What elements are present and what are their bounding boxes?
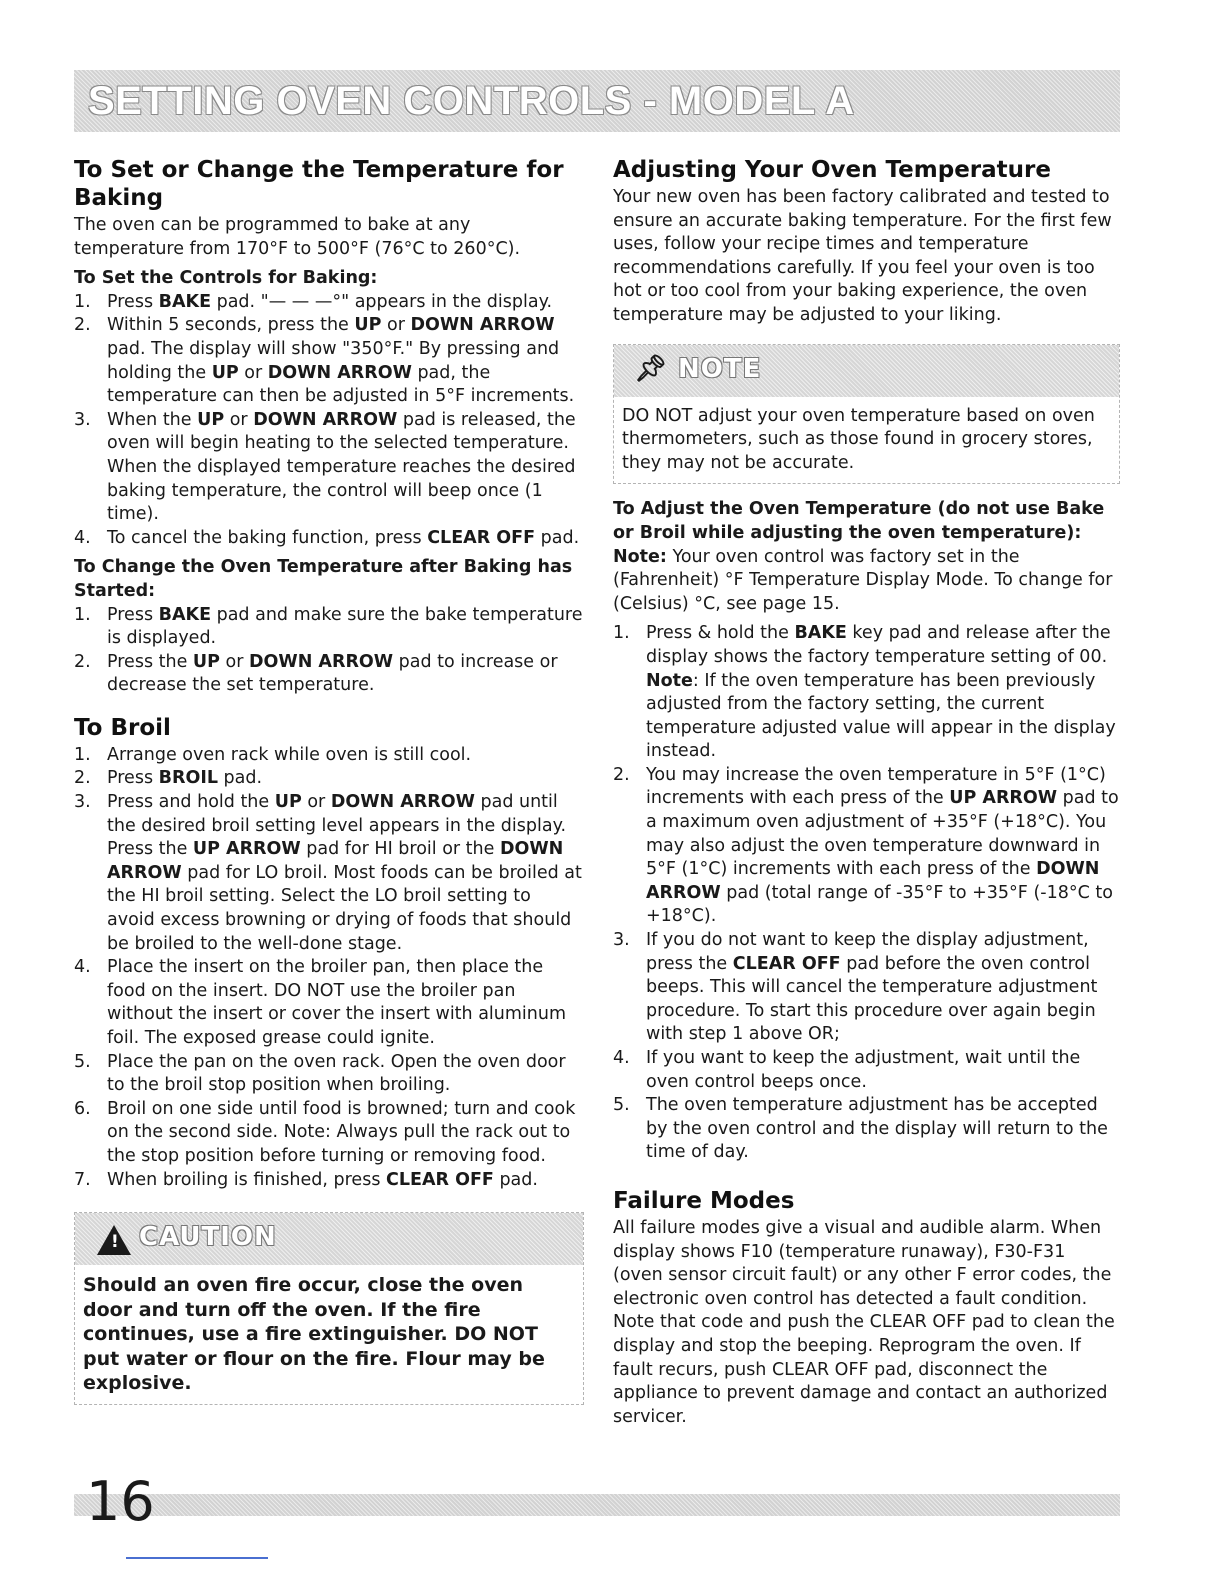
step-number: 2. [74, 315, 91, 336]
step-text: pad. "— — —°" appears in the display. [211, 291, 553, 312]
key-pad-name: DOWN ARROW [410, 315, 555, 336]
procedure-steps [613, 622, 1120, 1165]
key-pad-name: UP [354, 315, 382, 336]
step-text: Press the [107, 651, 193, 672]
change-temp-heading: To Change the Oven Temperature after Baking has Started: [74, 557, 573, 601]
step-text: pad until the desired broil setting level appears in the display. Press the [107, 792, 567, 860]
key-pad-name: DOWN ARROW [253, 409, 398, 430]
key-pad-name: UP ARROW [192, 839, 301, 860]
step-text: or [381, 315, 411, 336]
step-text: Press [107, 291, 159, 312]
step-text: key pad and release after the display shows the factory temperature setting of 00. [646, 623, 1111, 667]
step-text: Arrange oven rack while oven is still cool. [107, 744, 472, 765]
adjust-heading: Adjusting Your Oven Temperature [613, 157, 1051, 183]
list-item [74, 744, 584, 768]
step-text: or [238, 362, 268, 383]
step-text: Broil on one side until food is browned; turn and cook on the second side. Note: Always pull the rack out to the stop position before turning or removing food. [107, 1098, 576, 1166]
key-pad-name: DOWN ARROW [646, 859, 1100, 903]
step-number: 2. [74, 651, 91, 672]
procedure-heading: To Adjust the Oven Temperature (do not use Bake or Broil while adjusting the oven temperature): [613, 499, 1105, 543]
step-text: When the [107, 409, 198, 430]
key-pad-name: UP [197, 409, 225, 430]
list-item [74, 767, 584, 791]
broil-steps [74, 744, 584, 1192]
list-item [74, 651, 584, 698]
step-text: Press [107, 604, 159, 625]
key-pad-name: BROIL [158, 768, 218, 789]
change-temp-steps [74, 604, 584, 698]
step-text: pad for HI broil or the [300, 839, 500, 860]
failure-text: All failure modes give a visual and audible alarm. When display shows F10 (temperature runaway), F30-F31 (oven sensor circuit fault) or any other F error codes, the electronic oven control has detected a fault condition. Note that code and push the CLEAR OFF pad to clean the display and stop the beeping. Reprogram the oven. If fault recurs, push CLEAR OFF pad, disconnect the appliance to prevent damage and contact an authorized servicer. [613, 1217, 1115, 1427]
step-number: 5. [74, 1051, 91, 1072]
warning-icon: ! [97, 1225, 131, 1255]
list-item [74, 956, 584, 1050]
step-text: Press & hold the [646, 623, 795, 644]
note-header [614, 345, 1119, 397]
step-text: Press and hold the [107, 792, 275, 813]
failure-heading: Failure Modes [613, 1187, 795, 1214]
step-number: 5. [613, 1095, 630, 1116]
step-text: Place the pan on the oven rack. Open the oven door to the broil stop position when broiling. [107, 1051, 566, 1096]
bake-heading: To Set or Change the Temperature for Baking [74, 157, 564, 211]
step-text: pad. The display will show "350°F." By pressing and holding the [107, 338, 560, 383]
step-text: : If the oven temperature has been previously adjusted from the factory setting, the current temperature adjusted value will appear in the display instead. [646, 670, 1116, 762]
broil-heading: To Broil [74, 714, 171, 741]
key-pad-name: CLEAR OFF [386, 1169, 494, 1190]
key-pad-name: UP ARROW [949, 788, 1058, 809]
adjust-intro: Your new oven has been factory calibrated and tested to ensure an accurate baking temperature. For the first few uses, follow your recipe times and temperature recommendations carefully. If you feel your oven is too hot or too cool from your baking experience, the oven temperature may be adjusted to your liking. [613, 187, 1112, 325]
key-pad-name: UP [211, 362, 239, 383]
step-text: pad to a maximum oven adjustment of +35°F (+18°C). You may also adjust the oven temperature downward in 5°F (1°C) increments with each press of the [646, 788, 1119, 880]
step-text: Place the insert on the broiler pan, then place the food on the insert. DO NOT use the broiler pan without the insert or cover the insert with aluminum foil. The exposed grease could ignite. [107, 957, 567, 1048]
key-pad-name: UP [192, 651, 220, 672]
key-pad-name: DOWN ARROW [330, 792, 475, 813]
step-text: pad before the oven control beeps. This will cancel the temperature adjustment procedure. To start this procedure over again begin with step 1 above OR; [646, 953, 1098, 1045]
list-item [74, 1098, 584, 1169]
step-text: pad is released, the oven will begin heating to the selected temperature. When the displayed temperature reaches the desired baking temperature, the control will beep once (1 time). [107, 409, 576, 525]
step-text: pad (total range of -35°F to +35°F (-18°C to +18°C). [646, 882, 1113, 927]
list-item [74, 604, 584, 651]
step-text: When broiling is finished, press [107, 1169, 387, 1190]
caution-text: Should an oven fire occur, close the oven door and turn off the oven. If the fire continues, use a fire extinguisher. DO NOT put water or flour on the fire. Flour may be explosive. [83, 1274, 545, 1395]
step-number: 4. [74, 957, 91, 978]
step-number: 1. [74, 291, 91, 312]
list-item [613, 929, 1120, 1047]
set-controls-heading: To Set the Controls for Baking: [74, 268, 378, 289]
procedure-note-label: Note: [613, 546, 667, 567]
step-text: or [301, 792, 331, 813]
footer-link-underline [126, 1557, 268, 1559]
step-text: pad. [535, 527, 580, 548]
key-pad-name: UP [274, 792, 302, 813]
key-pad-name: DOWN ARROW [248, 651, 394, 672]
caution-header [75, 1213, 583, 1265]
list-item [74, 1051, 584, 1098]
key-pad-name: CLEAR OFF [732, 953, 841, 974]
step-number: 3. [74, 792, 91, 813]
step-number: 6. [74, 1098, 91, 1119]
pushpin-icon: 📌︎ [634, 353, 668, 384]
key-pad-name: BAKE [158, 291, 212, 312]
step-number: 2. [613, 764, 630, 785]
step-text: pad for LO broil. Most foods can be broiled at the HI broil setting. Select the LO broil setting to avoid excess browning or drying of foods that should be broiled to the well-done stage. [107, 862, 582, 954]
step-number: 1. [74, 604, 91, 625]
key-pad-name: CLEAR OFF [427, 527, 536, 548]
step-text: pad. [217, 768, 263, 789]
step-number: 3. [74, 409, 91, 430]
footer-bar [74, 1494, 1120, 1516]
step-text: Within 5 seconds, press the [107, 315, 355, 336]
note-text: DO NOT adjust your oven temperature based on oven thermometers, such as those found in grocery stores, they may not be accurate. [622, 405, 1095, 473]
step-text: If you want to keep the adjustment, wait until the oven control beeps once. [646, 1048, 1081, 1092]
right-column [613, 156, 1120, 1435]
caution-box [74, 1212, 584, 1405]
step-text: Press [107, 768, 159, 789]
procedure-note-text: Your oven control was factory set in the (Fahrenheit) °F Temperature Display Mode. To change for (Celsius) °C, see page 15. [613, 546, 1113, 614]
note-box [613, 344, 1120, 485]
list-item [74, 1169, 584, 1193]
bake-intro: The oven can be programmed to bake at any temperature from 170°F to 500°F (76°C to 260°C). [74, 215, 521, 259]
key-pad-name: Note [646, 670, 693, 691]
step-number: 1. [74, 744, 91, 765]
note-label: NOTE [678, 353, 762, 384]
key-pad-name: BAKE [794, 623, 847, 644]
step-number: 1. [613, 623, 630, 644]
page-title: SETTING OVEN CONTROLS - MODEL A [88, 79, 855, 123]
list-item [613, 764, 1120, 929]
step-text: pad. [493, 1169, 538, 1190]
header-banner [74, 70, 1120, 132]
key-pad-name: DOWN ARROW [107, 839, 564, 883]
procedure-note [613, 546, 1120, 617]
key-pad-name: DOWN ARROW [267, 362, 412, 383]
list-item [613, 622, 1120, 764]
step-text: pad, the temperature can then be adjusted in 5°F increments. [107, 362, 575, 407]
step-text: You may increase the oven temperature in 5°F (1°C) increments with each press of the [646, 764, 1106, 809]
list-item [74, 314, 584, 408]
list-item [613, 1047, 1120, 1094]
list-item [74, 791, 584, 956]
caution-label: CAUTION [139, 1222, 277, 1253]
key-pad-name: BAKE [158, 604, 212, 625]
left-column [74, 156, 584, 1419]
step-text: or [219, 651, 249, 672]
step-number: 7. [74, 1169, 91, 1190]
set-controls-steps [74, 291, 584, 551]
step-text: or [224, 409, 254, 430]
step-text: pad and make sure the bake temperature is displayed. [107, 604, 583, 649]
step-number: 4. [613, 1048, 630, 1068]
step-text: The oven temperature adjustment has be accepted by the oven control and the display will return to the time of day. [646, 1095, 1108, 1163]
list-item [74, 527, 584, 551]
list-item [74, 409, 584, 527]
step-text: If you do not want to keep the display adjustment, press the [646, 930, 1089, 974]
list-item [74, 291, 584, 315]
step-number: 4. [74, 527, 91, 548]
step-number: 2. [74, 768, 91, 789]
step-text: To cancel the baking function, press [107, 527, 428, 548]
page-number: 16 [86, 1470, 155, 1533]
list-item [613, 1094, 1120, 1165]
step-number: 3. [613, 930, 630, 951]
step-text: pad to increase or decrease the set temperature. [107, 651, 558, 696]
